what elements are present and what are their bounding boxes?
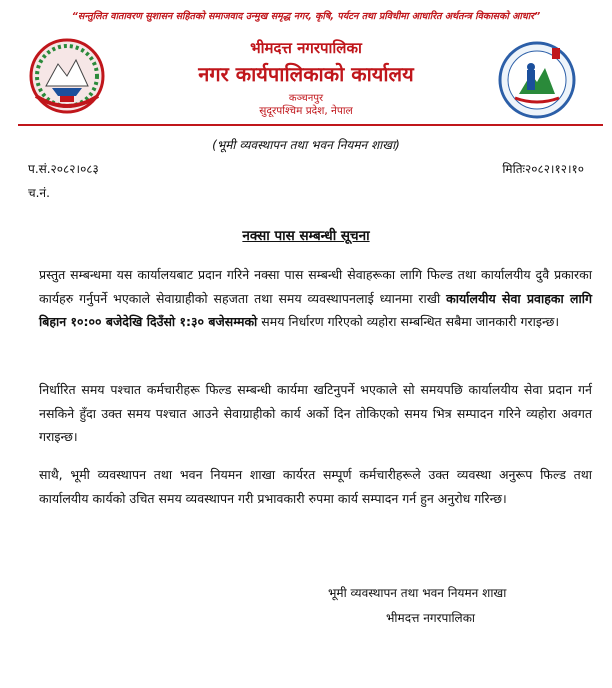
paragraph-text: प्रस्तुत सम्बन्धमा यस कार्यालयबाट प्रदान गरिने नक्सा पास सम्बन्धी सेवाहरूका लागि फिल्ड तथा कार्यालयीय दुवै प्रकारका कार्यहरु गर्नुपर्ने भएकाले सेवाग्राहीको सहजता तथा समय व्यवस्थापनलाई ध्यानमा राखी xyxy=(39,267,592,306)
province-name: सुदूरपश्चिम प्रदेश, नेपाल xyxy=(259,105,353,117)
notice-title: नक्सा पास सम्बन्धी सूचना xyxy=(242,228,370,244)
branch-name: (भूमी व्यवस्थापन तथा भवन नियमन शाखा) xyxy=(212,138,400,152)
notice-paragraph-1 xyxy=(39,263,592,334)
paragraph-text: समय निर्धारण गरिएको व्यहोरा सम्बन्धित सबैमा जानकारी गराइन्छ। xyxy=(257,314,560,329)
letterhead-divider xyxy=(18,124,603,126)
dispatch-number: च.नं. xyxy=(28,186,50,200)
service-hours-text: कार्यालयीय सेवा प्रवाहका लागि बिहान १०:०० बजेदेखि दिउँसो १:३० बजेसम्मको xyxy=(39,290,593,329)
municipality-motto: “सन्तुलित वातावरण सुशासन सहितको समाजवाद उन्मुख समृद्ध नगर, कृषि, पर्यटन तथा प्रविधीमा आधारित अर्थतन्त्र विकासको आधार” xyxy=(71,11,541,22)
district-name: कञ्चनपुर xyxy=(288,93,324,104)
municipality-name: भीमदत्त नगरपालिका xyxy=(250,39,362,57)
reference-number: प.सं.२०८२।०८३ xyxy=(28,162,99,176)
notice-paragraph-2: निर्धारित समय पश्चात कर्मचारीहरू फिल्ड सम्बन्धी कार्यमा खटिनुपर्ने भएकाले सो समयपछि कार्यालयीय सेवा प्रदान गर्न नसकिने हुँदा उक्त समय पश्चात आउने सेवाग्राहीको कार्य अर्को दिन तोकिएको समय भित्र सम्पादन गरिने व्यहोरा अवगत गराइन्छ। xyxy=(39,382,592,444)
letter-date: मितिः२०८२।१२।१० xyxy=(502,162,584,176)
signature-branch: भूमी व्यवस्थापन तथा भवन नियमन शाखा xyxy=(328,586,507,600)
office-name: नगर कार्यपालिकाको कार्यालय xyxy=(198,62,414,86)
signature-municipality: भीमदत्त नगरपालिका xyxy=(386,611,476,625)
notice-paragraph-3: साथै, भूमी व्यवस्थापन तथा भवन नियमन शाखा कार्यरत सम्पूर्ण कर्मचारीहरूले उक्त व्यवस्था अनुरूप फिल्ड तथा कार्यालयीय कार्यको उचित समय व्यवस्थापन गरी प्रभावकारी रुपमा कार्य सम्पादन गर्न हुन अनुरोध गरिन्छ। xyxy=(39,467,592,506)
